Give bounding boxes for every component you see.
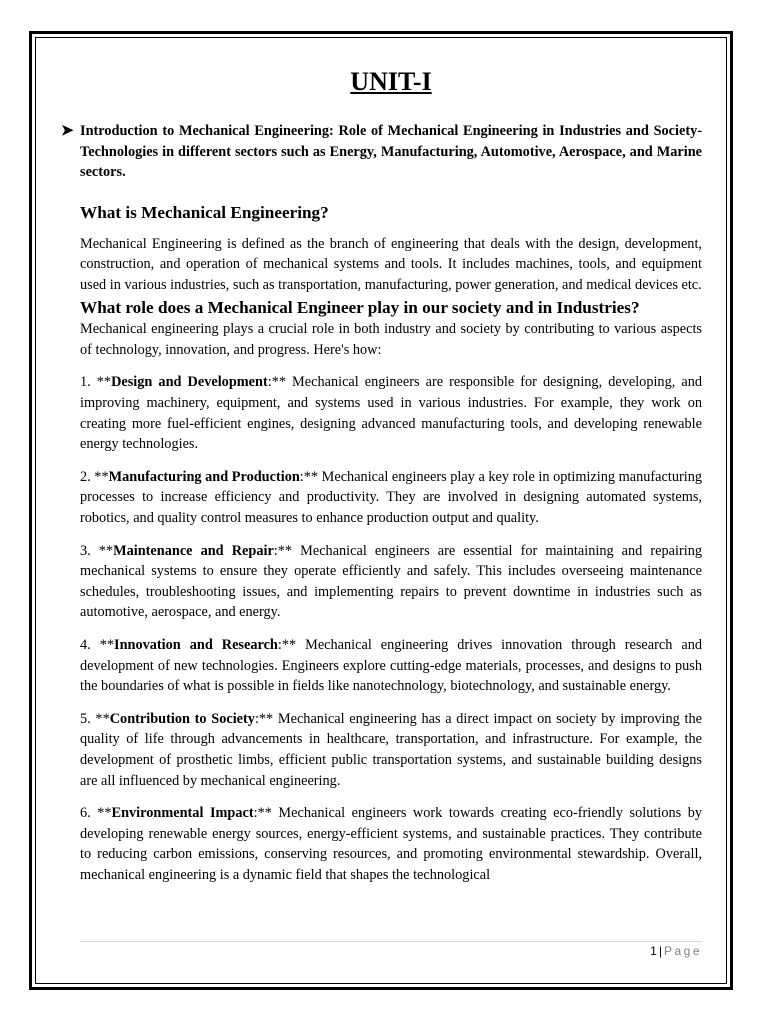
list-item-term: Manufacturing and Production [108, 468, 300, 485]
intro-text: Introduction to Mechanical Engineering: Role of Mechanical Engineering in Industries and Society- Technologies in different sectors such as Energy, Manufacturing, Automotive, Aerospace, and Marine sectors. [80, 123, 702, 180]
arrow-bullet-icon: ➤ [61, 123, 74, 139]
footer-divider [80, 941, 702, 942]
list-item-term: Maintenance and Repair [113, 542, 274, 559]
list-item: 1. **Design and Development:** Mechanical engineers are responsible for designing, developing, and improving machinery, equipment, and systems used in various industries. For example, they work on creating more fuel-efficient engines, designing advanced manufacturing tools, and developing renewable energy technologies. [80, 374, 702, 453]
list-item: 4. **Innovation and Research:** Mechanical engineering drives innovation through research and development of new technologies. Engineers explore cutting-edge materials, processes, and designs to push the boundaries of what is possible in fields like nanotechnology, biotechnology, and sustainable energy. [80, 637, 702, 695]
list-item-term: Environmental Impact [111, 805, 254, 822]
page-number: 1 [650, 944, 657, 958]
section-heading-what-is: What is Mechanical Engineering? [80, 202, 329, 222]
list-item: 2. **Manufacturing and Production:** Mechanical engineers play a key role in optimizing manufacturing processes to increase efficiency and productivity. They are involved in designing automated systems, robotics, and quality control measures to enhance production output and quality. [80, 468, 702, 527]
page-title: UNIT-I [350, 67, 432, 96]
footer-separator: | [658, 944, 662, 958]
page-label: Page [663, 944, 702, 958]
intro-bullet [61, 121, 702, 183]
list-item: 3. **Maintenance and Repair:** Mechanical engineers are essential for maintaining and repairing mechanical systems to ensure they operate efficiently and safely. This includes overseeing maintenance schedules, troubleshooting issues, and implementing repairs to prevent downtime in industries such as automotive, aerospace, and energy. [80, 542, 703, 621]
page-footer [650, 944, 702, 958]
page-content [61, 62, 703, 886]
role-intro-paragraph: Mechanical engineering plays a crucial role in both industry and society by contributing to various aspects of technology, innovation, and progress. Here's how: [80, 321, 702, 358]
list-item: 6. **Environmental Impact:** Mechanical engineers work towards creating eco-friendly solutions by developing renewable energy sources, energy-efficient systems, and sustainable practices. They contribute to reducing carbon emissions, conserving resources, and promoting environmental stewardship. Overall, mechanical engineering is a dynamic field that shapes the technological [80, 805, 703, 883]
definition-paragraph: Mechanical Engineering is defined as the branch of engineering that deals with the design, development, construction, and operation of mechanical systems and tools. It includes machines, tools, and equipment used in various industries, such as transportation, manufacturing, power generation, and medical devices etc. [80, 235, 702, 293]
list-item: 5. **Contribution to Society:** Mechanical engineering has a direct impact on society by improving the quality of life through advancements in healthcare, transportation, and infrastructure. For example, the development of prosthetic limbs, efficient public transportation systems, and sustainable building designs are all influenced by mechanical engineering. [80, 710, 702, 789]
section-heading-role: What role does a Mechanical Engineer play in our society and in Industries? [80, 298, 640, 318]
list-item-term: Innovation and Research [114, 637, 278, 653]
list-item-term: Design and Development [111, 374, 268, 391]
list-item-term: Contribution to Society [109, 710, 255, 727]
